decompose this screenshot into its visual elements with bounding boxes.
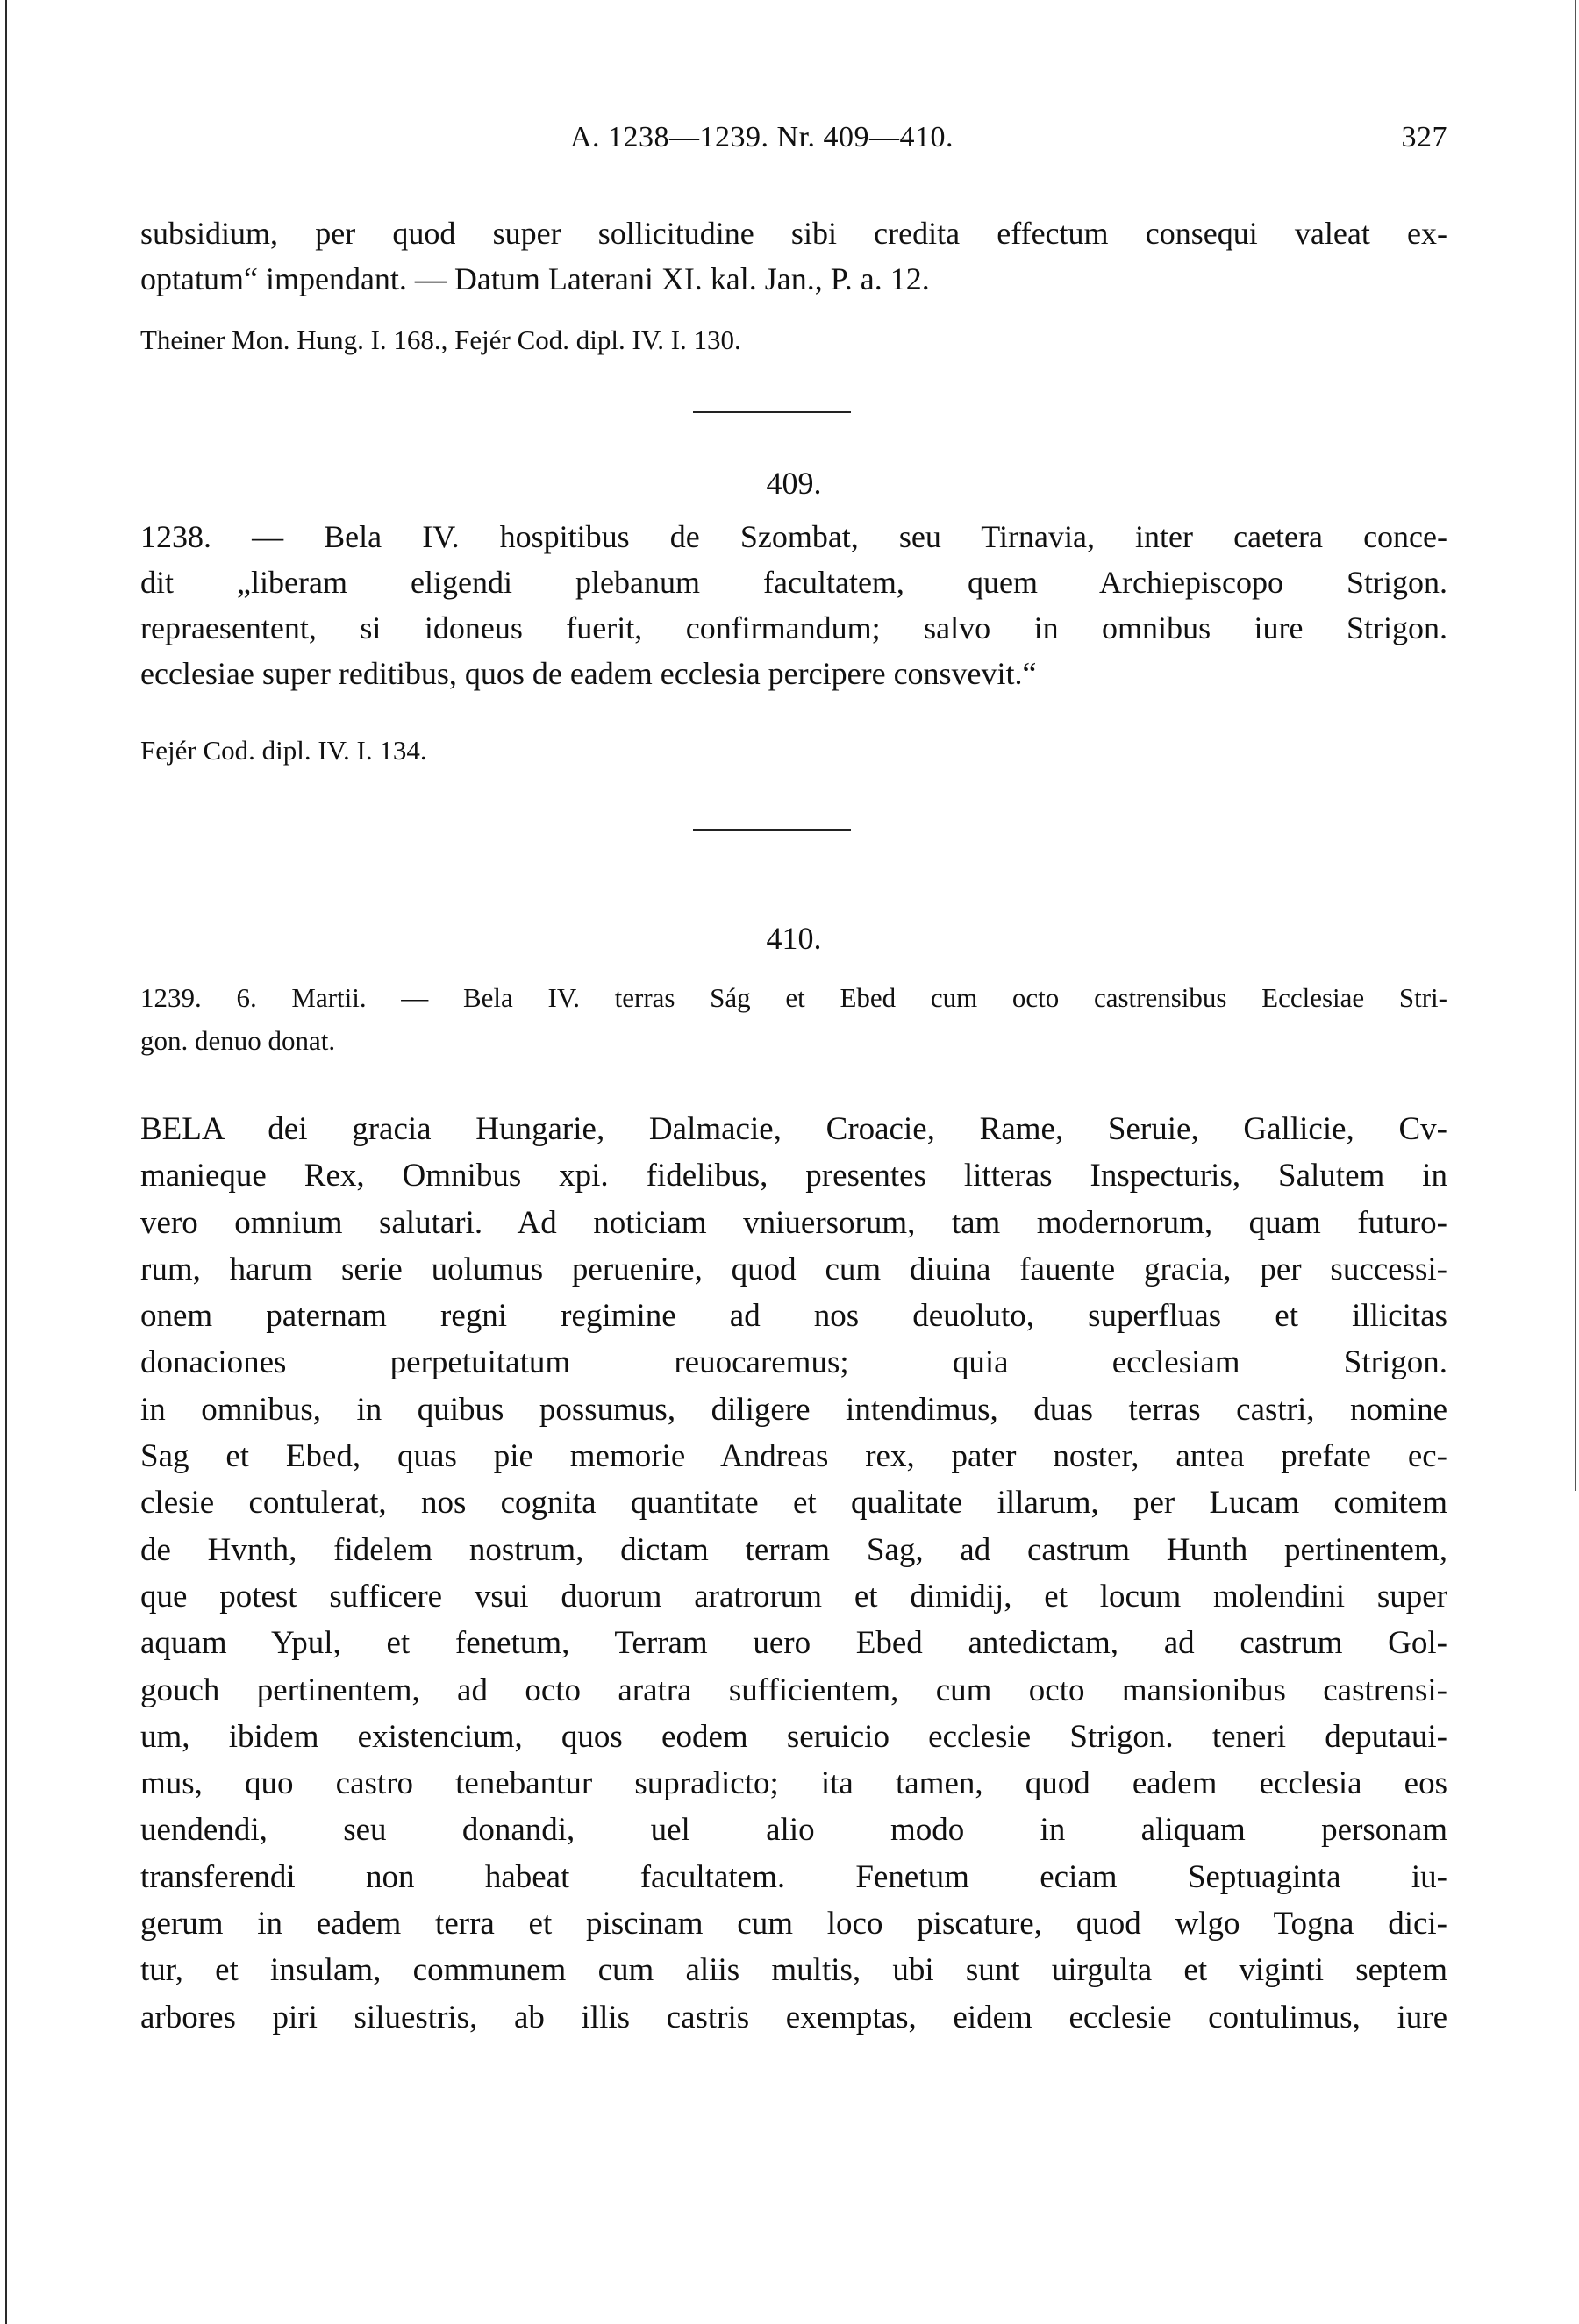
text-line: aquam Ypul, et fenetum, Terram uero Ebed antedictam, ad castrum Gol- xyxy=(140,1625,1447,1662)
text-line: de Hvnth, fidelem nostrum, dictam terram Sag, ad castrum Hunth pertinentem, xyxy=(140,1531,1447,1568)
page xyxy=(140,114,1447,2041)
running-title: A. 1238—1239. Nr. 409—410. xyxy=(570,121,954,153)
text-line: subsidium, per quod super sollicitudine sibi credita effectum consequi valeat ex- xyxy=(140,216,1447,251)
text-line: repraesentent, si idoneus fuerit, confirmandum; salvo in omnibus iure Strigon. xyxy=(140,610,1447,645)
text-line: gon. denuo donat. xyxy=(140,1025,336,1056)
page-edge-left xyxy=(5,0,7,2324)
text-line: um, ibidem existencium, quos eodem seruicio ecclesie Strigon. teneri deputaui- xyxy=(140,1718,1447,1755)
charter-text xyxy=(140,1106,1447,2041)
text-line: transferendi non habeat facultatem. Fenetum eciam Septuaginta iu- xyxy=(140,1858,1447,1895)
text-line: tur, et insulam, communem cum aliis multis, ubi sunt uirgulta et viginti septem xyxy=(140,1952,1447,1989)
text-line: gouch pertinentem, ad octo aratra sufficientem, cum octo mansionibus castrensi- xyxy=(140,1672,1447,1708)
text-line: rum, harum serie uolumus peruenire, quod cum diuina fauente gracia, per successi- xyxy=(140,1251,1447,1287)
text-line: manieque Rex, Omnibus xpi. fidelibus, presentes litteras Inspecturis, Salutem in xyxy=(140,1158,1447,1194)
text-line: 1239. 6. Martii. — Bela IV. terras Ság et Ebed cum octo castrensibus Ecclesiae Stri- xyxy=(140,982,1447,1013)
text-line: que potest sufficere vsui duorum aratrorum et dimidij, et locum molendini super xyxy=(140,1578,1447,1615)
document-number-410: 410. xyxy=(766,921,822,956)
text-line: onem paternam regni regimine ad nos deuoluto, superfluas et illicitas xyxy=(140,1298,1447,1335)
section-divider xyxy=(693,411,851,413)
citation-409: Fejér Cod. dipl. IV. I. 134. xyxy=(140,735,427,766)
text-line: BELA dei gracia Hungarie, Dalmacie, Croacie, Rame, Seruie, Gallicie, Cv- xyxy=(140,1111,1447,1147)
text-line: 1238. — Bela IV. hospitibus de Szombat, seu Tirnavia, inter caetera conce- xyxy=(140,519,1447,554)
text-line: optatum“ impendant. — Datum Laterani XI. kal. Jan., P. a. 12. xyxy=(140,261,930,296)
text-line: in omnibus, in quibus possumus, diligere intendimus, duas terras castri, nomine xyxy=(140,1391,1447,1428)
regest-409 xyxy=(140,514,1447,696)
text-line: uendendi, seu donandi, uel alio modo in aliquam personam xyxy=(140,1812,1447,1849)
intro-citation: Theiner Mon. Hung. I. 168., Fejér Cod. dipl. IV. I. 130. xyxy=(140,324,741,355)
regest-410 xyxy=(140,976,1447,1062)
running-header xyxy=(140,114,1447,165)
text-line: arbores piri siluestris, ab illis castris exemptas, eidem ecclesie contulimus, iure xyxy=(140,1999,1447,2035)
text-line: dit „liberam eligendi plebanum facultatem, quem Archiepiscopo Strigon. xyxy=(140,565,1447,600)
text-line: vero omnium salutari. Ad noticiam vniuersorum, tam modernorum, quam futuro- xyxy=(140,1204,1447,1241)
section-divider xyxy=(693,829,851,831)
page-number: 327 xyxy=(1401,121,1447,153)
text-line: gerum in eadem terra et piscinam cum loco piscature, quod wlgo Togna dici- xyxy=(140,1906,1447,1943)
text-line: Sag et Ebed, quas pie memorie Andreas rex, pater noster, antea prefate ec- xyxy=(140,1438,1447,1475)
text-line: ecclesiae super reditibus, quos de eadem ecclesia percipere consvevit.“ xyxy=(140,656,1037,691)
document-number-409: 409. xyxy=(766,466,822,501)
intro-paragraph xyxy=(140,210,1447,302)
text-line: clesie contulerat, nos cognita quantitate et qualitate illarum, per Lucam comitem xyxy=(140,1485,1447,1522)
page-edge-right xyxy=(1575,0,1576,1491)
text-line: mus, quo castro tenebantur supradicto; ita tamen, quod eadem ecclesia eos xyxy=(140,1765,1447,1802)
text-line: donaciones perpetuitatum reuocaremus; quia ecclesiam Strigon. xyxy=(140,1344,1447,1381)
